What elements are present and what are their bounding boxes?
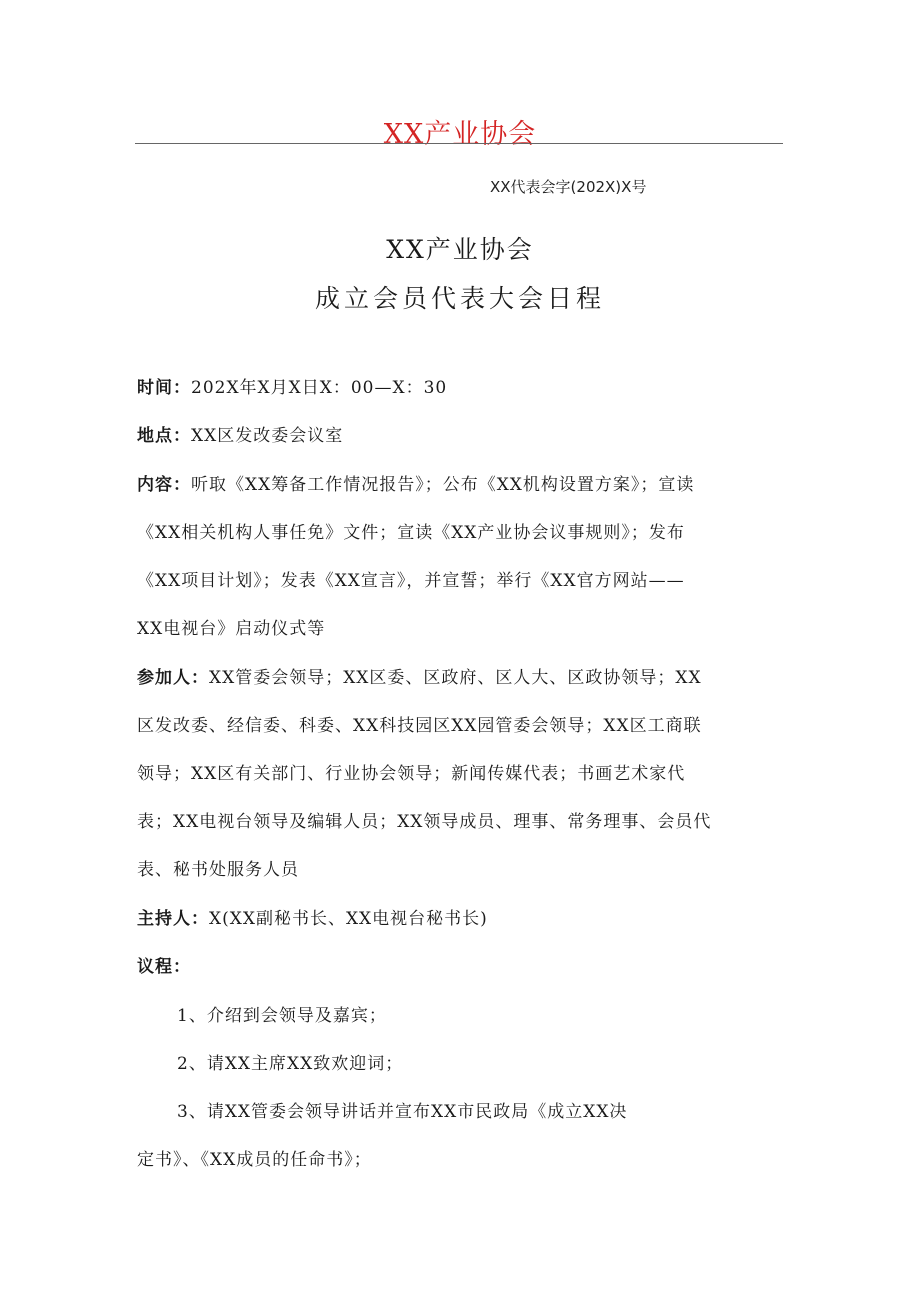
agenda-item-2: 2、请XX主席XX致欢迎词； bbox=[177, 1054, 404, 1074]
agenda-label: 议程： bbox=[137, 957, 191, 977]
host-row bbox=[137, 907, 787, 931]
header-divider bbox=[135, 143, 783, 144]
document-number: XX代表会字(202X)X号 bbox=[490, 178, 647, 196]
participants-line-5: 表、秘书处服务人员 bbox=[137, 860, 299, 880]
org-header-title: XX产业协会 bbox=[383, 119, 537, 150]
participants-line-4: 表；XX电视台领导及编辑人员；XX领导成员、理事、常务理事、会员代 bbox=[137, 812, 712, 832]
participants-line-3: 领导；XX区有关部门、行业协会领导；新闻传媒代表；书画艺术家代 bbox=[137, 764, 686, 784]
location-value: XX区发改委会议室 bbox=[191, 426, 344, 446]
content-line-1 bbox=[137, 473, 787, 497]
content-label: 内容： bbox=[137, 475, 191, 495]
agenda-item-3-continued: 定书》、《XX成员的任命书》； bbox=[137, 1150, 372, 1170]
host-value: X(XX副秘书长、XX电视台秘书长) bbox=[209, 909, 488, 929]
participants-line-2: 区发改委、经信委、科委、XX科技园区XX园管委会领导；XX区工商联 bbox=[137, 716, 702, 736]
time-label: 时间： bbox=[137, 378, 191, 398]
content-line-2: 《XX相关机构人事任免》文件；宣读《XX产业协会议事规则》；发布 bbox=[137, 523, 685, 543]
host-label: 主持人： bbox=[137, 909, 209, 929]
agenda-item-1: 1、介绍到会领导及嘉宾； bbox=[177, 1006, 387, 1026]
document-title-line1: XX产业协会 bbox=[386, 235, 534, 264]
location-row bbox=[137, 424, 787, 448]
participants-line-1 bbox=[137, 666, 787, 690]
time-row bbox=[137, 376, 787, 400]
document-title-line2: 成立会员代表大会日程 bbox=[314, 284, 605, 313]
content-line-3: 《XX项目计划》；发表《XX宣言》，并宣誓；举行《XX官方网站—— bbox=[137, 571, 685, 591]
location-label: 地点： bbox=[137, 426, 191, 446]
time-value: 202X年X月X日X：00—X：30 bbox=[191, 378, 448, 398]
content-line-4: XX电视台》启动仪式等 bbox=[137, 619, 326, 639]
content-text-1: 听取《XX筹备工作情况报告》；公布《XX机构设置方案》；宣读 bbox=[191, 475, 695, 495]
agenda-item-3: 3、请XX管委会领导讲话并宣布XX市民政局《成立XX决 bbox=[177, 1102, 628, 1122]
agenda-heading bbox=[137, 955, 787, 979]
participants-text-1: XX管委会领导；XX区委、区政府、区人大、区政协领导；XX bbox=[209, 668, 702, 688]
participants-label: 参加人： bbox=[137, 668, 209, 688]
